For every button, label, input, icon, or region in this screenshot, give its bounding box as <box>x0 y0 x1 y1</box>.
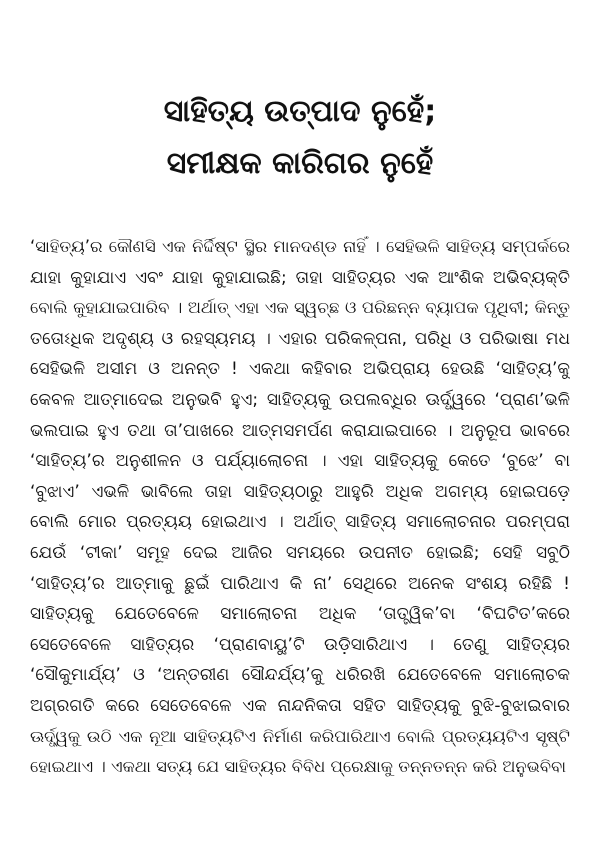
text-line: ତତୋଽଧିକ ଅଦୃଶ୍ୟ ଓ ରହସ୍ୟମୟ । ଏହାର ପରିକଳ୍ପନା, ପରିଧି ଓ ପରିଭାଷା ମଧ <box>30 328 570 349</box>
page-title-line-1: ସାହିତ୍ୟ ଉତ୍ପାଦ ନୁହେଁ; <box>163 94 437 129</box>
text-line: ‘ସାହିତ୍ୟ’ର ଅନୁଶୀଳନ ଓ ପର୍ଯ୍ୟାଲୋଚନା । ଏହା ସାହିତ୍ୟକୁ କେତେ ‘ବୁଝେ’ ବା <box>30 451 570 472</box>
text-line: ଯାହା କୁହାଯାଏ ଏବଂ ଯାହା କୁହାଯାଇଛି; ତାହା ସାହିତ୍ୟର ଏକ ଆଂଶିକ ଅଭିବ୍ୟକ୍ତି <box>30 267 570 288</box>
text-line: ବୋଲି ମୋର ପ୍ରତ୍ୟୟ ହୋଇଥାଏ । ଅର୍ଥାତ୍ ସାହିତ୍ୟ ସମାଲୋଚନାର ପରମ୍ପରା <box>30 512 570 533</box>
text-line: ଭଲପାଇ ହୁଏ ତଥା ତା’ପାଖରେ ଆତ୍ମସମର୍ପଣ କରାଯାଇପାରେ । ଅନୁରୂପ ଭାବରେ <box>30 420 570 441</box>
body-paragraph <box>30 232 570 783</box>
text-line: ସେତେବେଳେ ସାହିତ୍ୟର ‘ପ୍ରାଣବାୟୁ’ଟି ଉଡ଼ିସାରିଥାଏ । ତେଣୁ ସାହିତ୍ୟର <box>30 634 570 655</box>
text-line: ‘ବୁଝାଏ’ ଏଭଳି ଭାବିଲେ ତାହା ସାହିତ୍ୟଠାରୁ ଆହୁରି ଅଧିକ ଅଗମ୍ୟ ହୋଇପଡ଼େ <box>30 481 570 502</box>
page-title-line-2: ସମୀକ୍ଷକ କାରିଗର ନୁହେଁ <box>166 146 434 181</box>
text-line: ଊର୍ଦ୍ଧ୍ୱକୁ ଉଠି ଏକ ନୂଆ ସାହିତ୍ୟଟିଏ ନିର୍ମାଣ କରିପାରିଥାଏ ବୋଲି ପ୍ରତ୍ୟୟଟିଏ ସୃଷ୍ଟି <box>30 726 570 746</box>
text-line: ଅଗ୍ରଗତି କରେ ସେତେବେଳେ ଏକ ନାନ୍ଦନିକତା ସହିତ ସାହିତ୍ୟକୁ ବୁଝି-ବୁଝାଇବାର <box>30 695 570 716</box>
text-line: ଯେଉଁ ‘ଟୀକା’ ସମୂହ ଦେଇ ଆଜିର ସମୟରେ ଉପନୀତ ହୋଇଛି; ସେହି ସବୁଠି <box>30 542 570 563</box>
text-line: ସେହିଭଳି ଅସୀମ ଓ ଅନନ୍ତ ! ଏକଥା କହିବାର ଅଭିପ୍ରାୟ ହେଉଛି ‘ସାହିତ୍ୟ’କୁ <box>30 359 570 380</box>
text-line: ‘ସାହିତ୍ୟ’ର କୌଣସି ଏକ ନିର୍ଦ୍ଦିଷ୍ଟ ସ୍ଥିର ମାନଦଣ୍ଡ ନାହିଁ । ସେହିଭଳି ସାହିତ୍ୟ ସମ୍ପର୍କରେ <box>30 237 570 256</box>
text-line: ବୋଲି କୁହାଯାଇପାରିବ । ଅର୍ଥାତ୍ ଏହା ଏକ ସ୍ୱଚ୍ଛ ଓ ପରିଛନ୍ନ ବ୍ୟାପକ ପୃଥିବୀ; କିନ୍ତୁ <box>30 298 570 318</box>
text-line: ହୋଇଥାଏ । ଏକଥା ସତ୍ୟ ଯେ ସାହିତ୍ୟର ବିବିଧ ପ୍ରେକ୍ଷାକୁ ତନ୍ନତନ୍ନ କରି ଅନୁଭବିବା <box>30 757 567 777</box>
text-line: ‘ସୌକୁମାର୍ଯ୍ୟ’ ଓ ‘ଅନ୍ତରୀଣ ସୌନ୍ଦର୍ଯ୍ୟ’କୁ ଧରିରଖି ଯେତେବେଳେ ସମାଲୋଚକ <box>30 665 570 686</box>
text-line: କେବଳ ଆତ୍ମାଦେଇ ଅନୁଭବି ହୁଏ; ସାହିତ୍ୟକୁ ଉପଲବ୍ଧିର ଊର୍ଦ୍ଧ୍ୱରେ ‘ପ୍ରାଣ’ଭଳି <box>30 389 570 410</box>
text-line: ‘ସାହିତ୍ୟ’ର ଆତ୍ମାକୁ ଛୁଇଁ ପାରିଥାଏ କି ନା’ ସେଥିରେ ଅନେକ ସଂଶୟ ରହିଛି ! <box>30 573 570 594</box>
text-line: ସାହିତ୍ୟକୁ ଯେତେବେଳେ ସମାଲୋଚନା ଅଧିକ ‘ତାତ୍ତ୍ୱିକ’ବା ‘ବିଘଟିତ’କରେ <box>30 604 570 625</box>
